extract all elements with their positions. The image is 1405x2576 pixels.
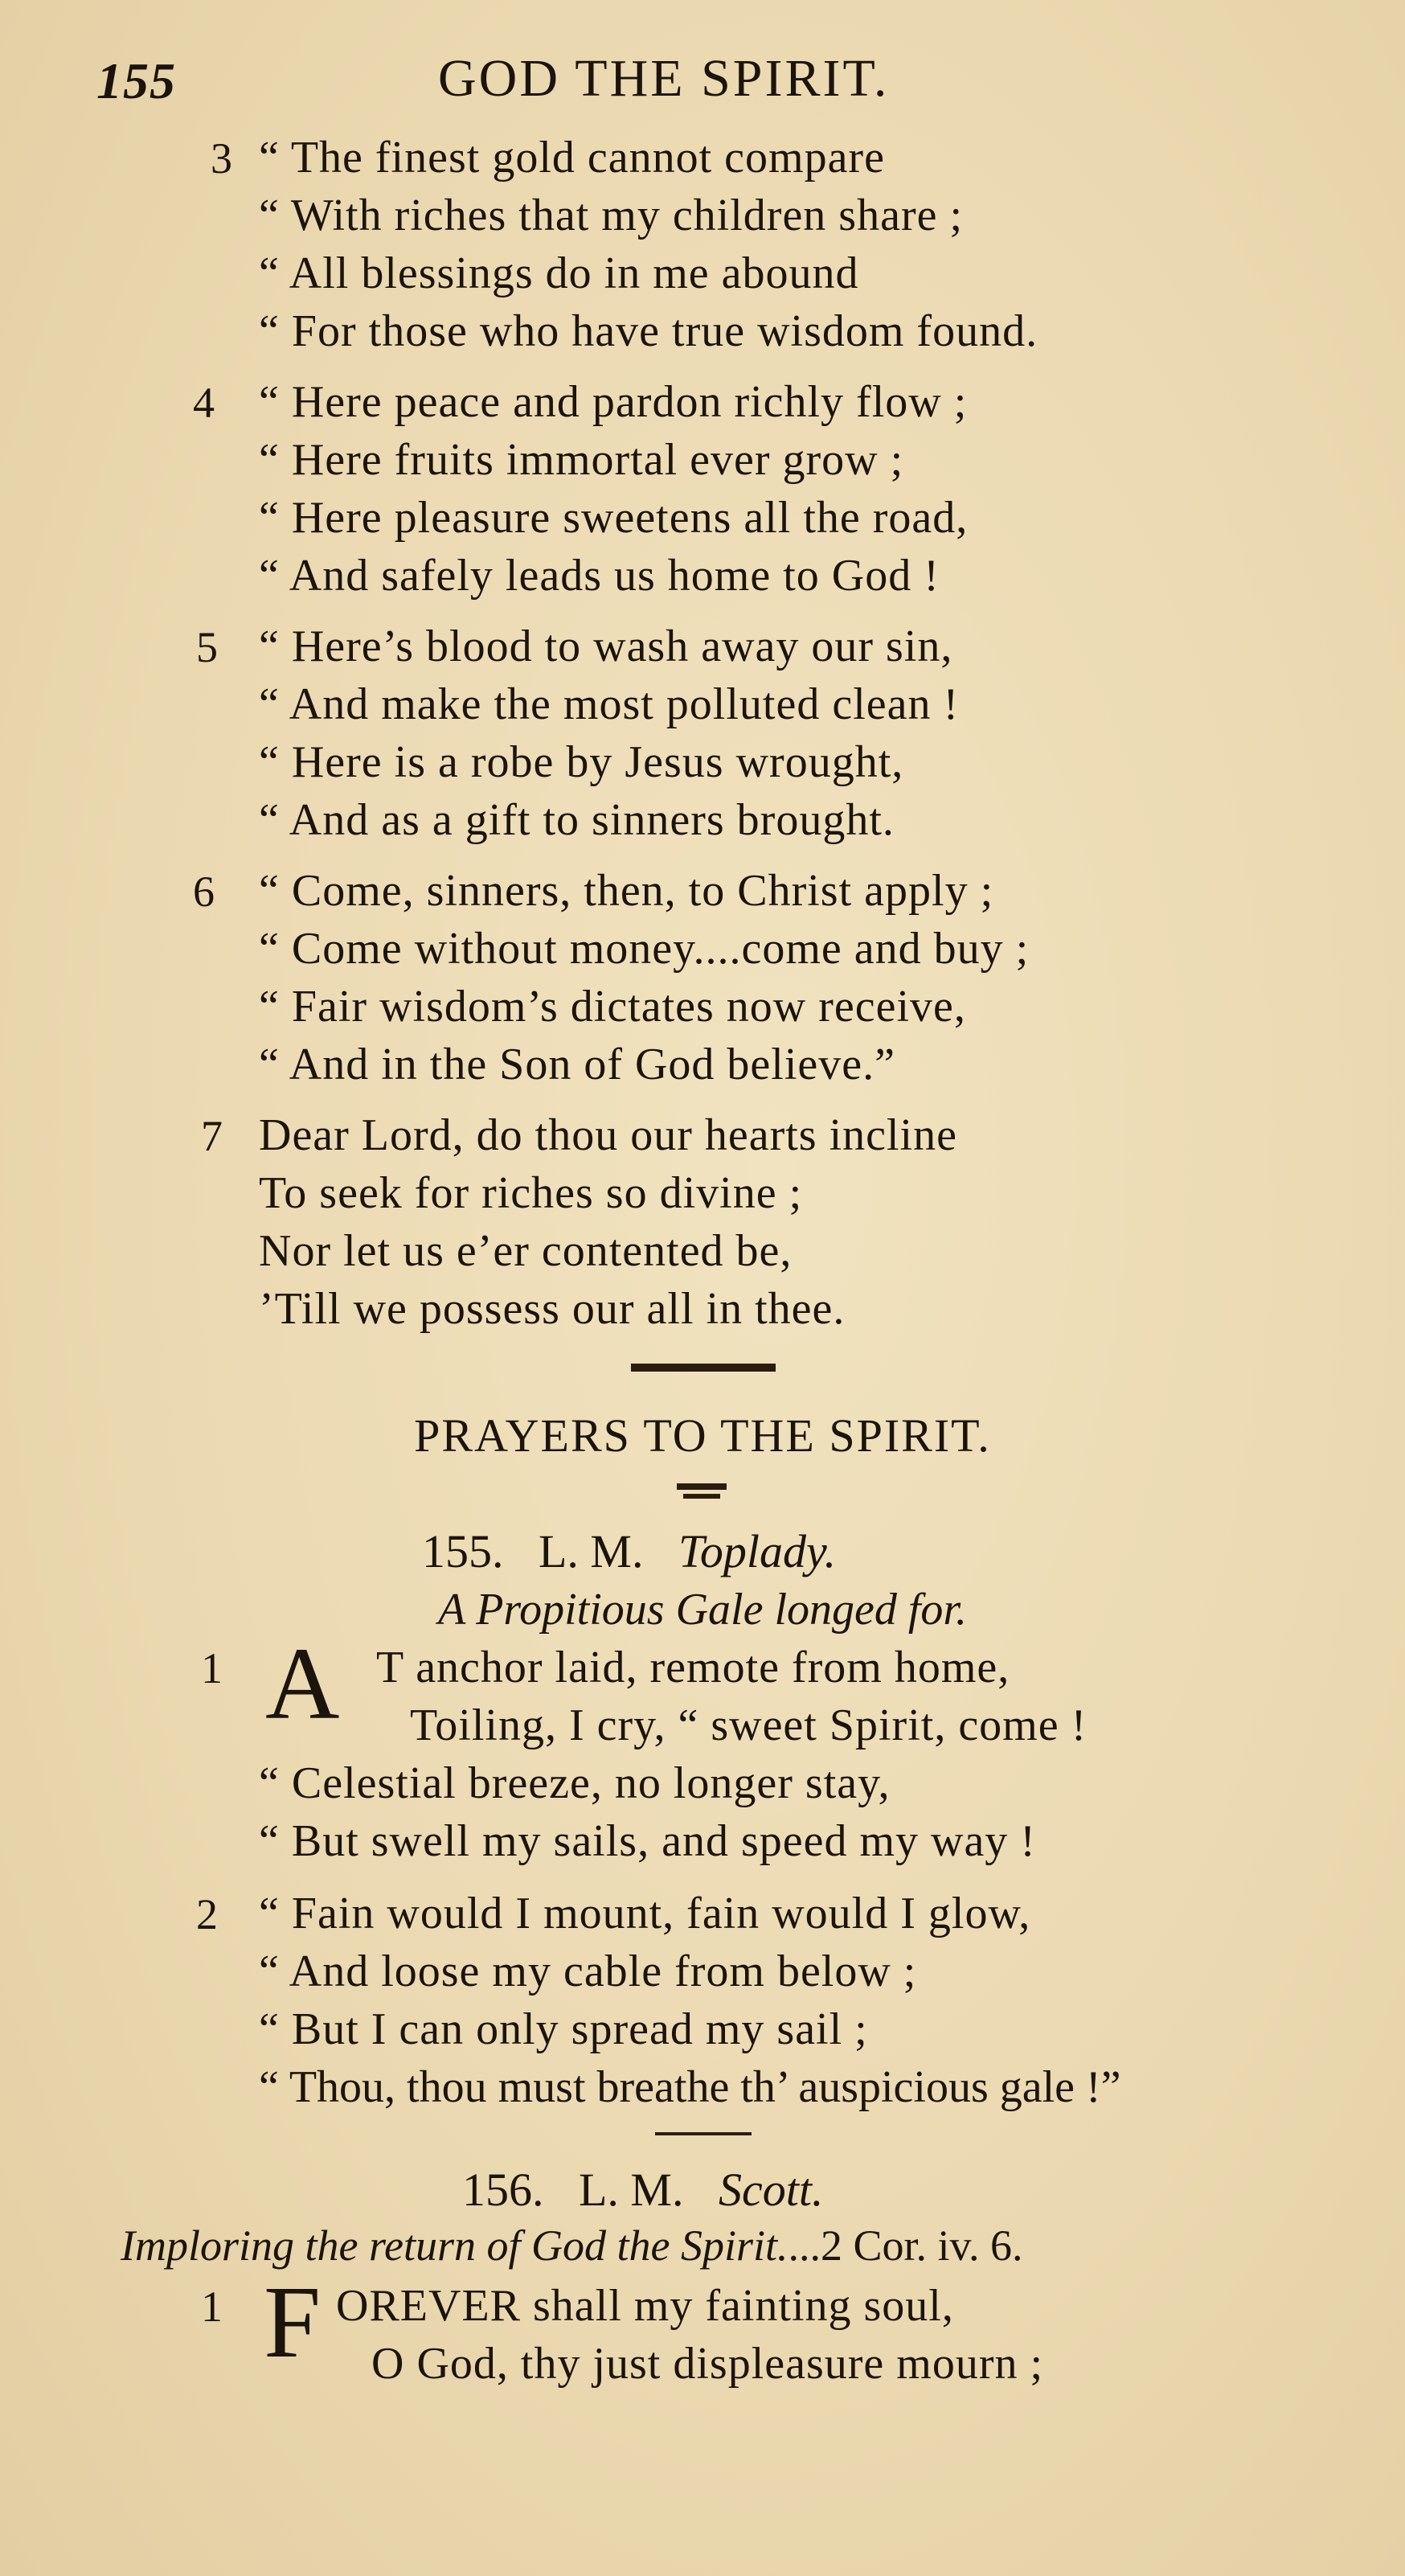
verse-line: “ But swell my sails, and speed my way ! (259, 1816, 1036, 1866)
stanza-number: 7 (201, 1112, 223, 1160)
stanza-number: 2 (196, 1890, 218, 1938)
verse-line: “ Come, sinners, then, to Christ apply ; (259, 866, 994, 916)
verse-line: “ And in the Son of God believe.” (259, 1040, 895, 1089)
stanza-number: 3 (211, 134, 232, 183)
verse-line: “ Fair wisdom’s dictates now receive, (259, 982, 966, 1032)
verse-line: “ Come without money....come and buy ; (259, 924, 1030, 974)
verse-line: OREVER shall my fainting soul, (336, 2281, 954, 2331)
verse-line: O God, thy just displeasure mourn ; (371, 2339, 1044, 2389)
verse-line: “ Here’s blood to wash away our sin, (259, 621, 953, 671)
verse-line: “ With riches that my children share ; (259, 191, 964, 240)
hymn-heading (422, 1524, 836, 1578)
verse-line: “ Here fruits immortal ever grow ; (259, 435, 904, 485)
verse-line: “ Here pleasure sweetens all the road, (259, 493, 969, 543)
hymn-meter: L. M. (539, 1525, 644, 1577)
ornament-mark (683, 1494, 720, 1499)
stanza-number: 1 (201, 2283, 223, 2331)
verse-line: To seek for riches so divine ; (259, 1168, 803, 1218)
verse-line: T anchor laid, remote from home, (376, 1643, 1010, 1692)
hymn-number: 156. (462, 2164, 544, 2216)
verse-line: “ And as a gift to sinners brought. (259, 795, 895, 845)
verse-line: “ The finest gold cannot compare (259, 133, 885, 183)
hymn-number: 155. (422, 1525, 504, 1577)
verse-line: “ Fain would I mount, fain would I glow, (259, 1889, 1031, 1938)
page-number: 155 (96, 52, 176, 109)
verse-line: “ All blessings do in me abound (259, 248, 859, 298)
stanza-number: 1 (201, 1644, 223, 1692)
verse-line: “ Thou, thou must breathe th’ auspicious gale !” (259, 2062, 1121, 2112)
running-title: GOD THE SPIRIT. (438, 49, 890, 108)
verse-line: “ And safely leads us home to God ! (259, 551, 940, 601)
ornamental-rule (631, 1364, 776, 1372)
hymn-author: Toplady. (678, 1525, 837, 1577)
scripture-reference: ...2 Cor. iv. 6. (788, 2221, 1023, 2270)
ornament-mark (677, 1483, 727, 1490)
verse-line: “ And make the most polluted clean ! (259, 679, 960, 729)
verse-line: “ Here is a robe by Jesus wrought, (259, 737, 904, 787)
hymn-subtitle: A Propitious Gale longed for. (438, 1585, 967, 1635)
hymn-subtitle: Imploring the return of God the Spirit. (121, 2221, 789, 2270)
stanza-number: 5 (196, 623, 218, 671)
verse-line: Dear Lord, do thou our hearts incline (259, 1110, 957, 1160)
verse-line: “ And loose my cable from below ; (259, 1946, 917, 1996)
drop-cap: A (265, 1626, 340, 1741)
hymn-subtitle-line (121, 2221, 1023, 2270)
stanza-number: 6 (193, 868, 215, 916)
verse-line: “ For those who have true wisdom found. (259, 306, 1038, 356)
verse-line: “ Celestial breeze, no longer stay, (259, 1758, 891, 1808)
hymn-meter: L. M. (579, 2164, 684, 2216)
section-title: PRAYERS TO THE SPIRIT. (414, 1409, 991, 1462)
stanza-number: 4 (193, 379, 215, 427)
drop-cap: F (264, 2265, 322, 2379)
verse-line: “ But I can only spread my sail ; (259, 2004, 868, 2054)
verse-line: ’Till we possess our all in thee. (259, 1284, 846, 1334)
hymn-author: Scott. (719, 2164, 824, 2216)
verse-line: Nor let us e’er contented be, (259, 1226, 793, 1276)
verse-line: “ Here peace and pardon richly flow ; (259, 377, 968, 427)
verse-line: Toiling, I cry, “ sweet Spirit, come ! (410, 1700, 1088, 1750)
hymn-heading (462, 2163, 823, 2217)
ornamental-rule (655, 2132, 752, 2135)
